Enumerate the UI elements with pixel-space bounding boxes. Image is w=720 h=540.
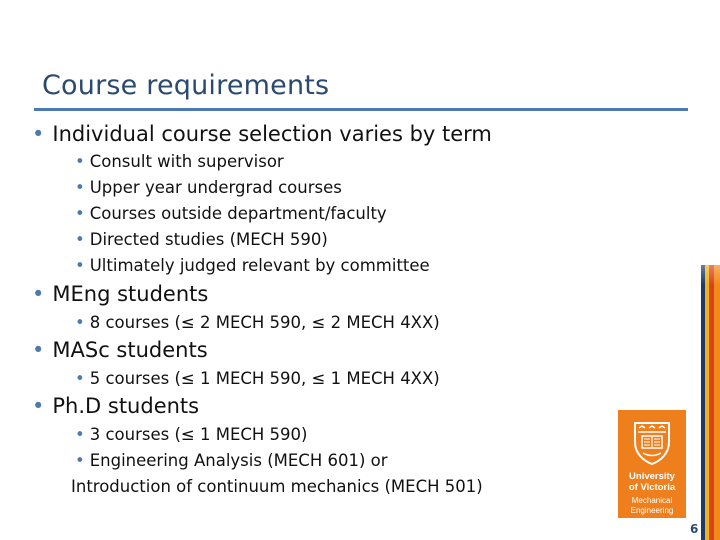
sub-bullet-committee: [75, 256, 430, 275]
sub-bullet-text: 3 courses (≤ 1 MECH 590): [89, 425, 308, 444]
bullet-glyph: •: [75, 178, 85, 197]
badge-engineering: Engineering: [630, 506, 674, 515]
bullet-phd: [32, 394, 199, 418]
sub-bullet-text: Ultimately judged relevant by committee: [89, 256, 430, 275]
bullet-glyph: •: [75, 425, 85, 444]
sub-bullet-text: 5 courses (≤ 1 MECH 590, ≤ 1 MECH 4XX): [89, 369, 440, 388]
uvic-logo-badge: [618, 410, 686, 518]
badge-mechanical: Mechanical: [631, 496, 673, 505]
sub-bullet-text: Consult with supervisor: [89, 152, 284, 171]
sub-bullet-outside-dept: [75, 204, 387, 223]
accent-stripes: [701, 265, 720, 540]
sub-bullet-consult: [75, 152, 284, 171]
page-number: 6: [690, 522, 699, 536]
sub-bullet-text: Courses outside department/faculty: [89, 204, 387, 223]
bullet-text: Individual course selection varies by term: [52, 122, 492, 146]
sub-bullet-undergrad: [75, 178, 342, 197]
sub-bullet-masc-courses: [75, 369, 440, 388]
bullet-glyph: •: [75, 451, 85, 470]
bullet-glyph: •: [32, 338, 45, 362]
bullet-glyph: •: [32, 282, 45, 306]
sub-bullet-text: Engineering Analysis (MECH 601) or: [89, 451, 388, 470]
bullet-glyph: •: [75, 152, 85, 171]
sub-bullet-phd-continuation: [71, 477, 483, 496]
sub-bullet-meng-courses: [75, 313, 440, 332]
sub-bullet-phd-analysis: [75, 451, 388, 470]
bullet-course-selection: [32, 122, 492, 146]
bullet-glyph: •: [75, 313, 85, 332]
stripes-fade: [701, 225, 720, 285]
stripe-orange: [714, 265, 720, 540]
badge-university: University: [629, 471, 675, 482]
bullet-masc: [32, 338, 208, 362]
sub-bullet-phd-courses: [75, 425, 308, 444]
bullet-glyph: •: [32, 394, 45, 418]
bullet-meng: [32, 282, 208, 306]
slide-title: Course requirements: [42, 70, 330, 101]
bullet-glyph: •: [32, 122, 45, 146]
sub-bullet-text: Introduction of continuum mechanics (MECH 501): [71, 477, 483, 496]
bullet-glyph: •: [75, 204, 85, 223]
bullet-text: MEng students: [52, 282, 209, 306]
sub-bullet-text: 8 courses (≤ 2 MECH 590, ≤ 2 MECH 4XX): [89, 313, 440, 332]
bullet-glyph: •: [75, 230, 85, 249]
uvic-crest-icon: [632, 420, 672, 466]
bullet-glyph: •: [75, 256, 85, 275]
sub-bullet-text: Directed studies (MECH 590): [89, 230, 328, 249]
sub-bullet-text: Upper year undergrad courses: [89, 178, 342, 197]
bullet-text: MASc students: [52, 338, 208, 362]
title-divider: [34, 108, 688, 111]
bullet-text: Ph.D students: [52, 394, 200, 418]
bullet-glyph: •: [75, 369, 85, 388]
badge-of-victoria: of Victoria: [628, 482, 676, 493]
sub-bullet-directed: [75, 230, 328, 249]
